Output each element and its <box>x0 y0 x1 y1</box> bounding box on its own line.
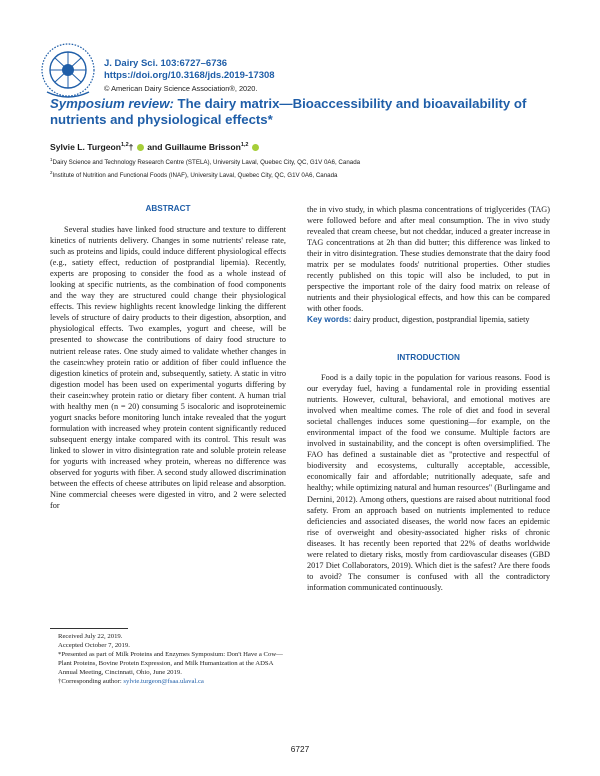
footnote-divider <box>50 628 128 629</box>
affiliation-2 <box>50 168 360 181</box>
journal-info <box>104 58 275 94</box>
article-title <box>50 96 570 128</box>
abstract-heading: ABSTRACT <box>145 204 191 213</box>
introduction-heading: INTRODUCTION <box>397 353 460 362</box>
affiliation-1-text: Dairy Science and Technology Research Centre (STELA), University Laval, Quebec City, QC, G1V 0A6, Canada <box>52 159 361 167</box>
accepted-date: Accepted October 7, 2019. <box>58 642 130 649</box>
introduction-paragraph-1: Food is a daily topic in the population for various reasons. Food is our everyday fuel, having a fundamental role in providing essential nutrients. However, cultural, behavioral, and emotional motives are involved when mealtime comes. The role of diet and food in several societal challenges induces some questioning—for example, on the environmental impact of the food we consume. Multiple factors are involved in sustainability, and the concept is often oversimplified. The FAO has defined a sustainable diet as "protective and respectful of biodiversity and ecosystems, culturally acceptable, accessible, economically fair and affordable; nutritionally adequate, safe and healthy; while optimizing natural and human resources" (Burlingame and Dernini, 2012). Among others, questions are raised about nutritional food safety. From an approach based on nutrients implemented to reduce deficiencies and associated diseases, the world now faces an epidemic rise of overweight and obesity-associated higher risks of chronic diseases. It has recently been reported that 22% of deaths worldwide were related to dietary risks, mostly from cardiovascular diseases (GBD 2017 Diet Collaborators, 2019). Which diet is the safest? Are there foods to avoid? The consumer is confused with all the contradictory information communicated continuously. <box>307 373 550 592</box>
abstract-column-2 <box>307 204 550 326</box>
authors-and: and <box>144 142 165 152</box>
author-2-name[interactable]: Guillaume Brisson <box>164 142 241 152</box>
doi-link[interactable]: https://doi.org/10.3168/jds.2019-17308 <box>104 70 275 81</box>
page-number: 6727 <box>290 744 310 754</box>
journal-citation: J. Dairy Sci. 103:6727–6736 <box>104 58 228 69</box>
introduction-column <box>307 372 550 593</box>
affiliation-1-num: 1 <box>50 157 53 162</box>
ads-journal-logo-icon <box>37 40 99 104</box>
author-list <box>50 142 260 152</box>
keywords <box>307 314 550 325</box>
author-1-name[interactable]: Sylvie L. Turgeon <box>50 142 121 152</box>
author-1-sup: 1,2 <box>121 142 129 149</box>
title-lead: Symposium review: <box>50 96 174 111</box>
abstract-column-1 <box>50 224 286 511</box>
affiliation-2-text: Institute of Nutrition and Functional Foods (INAF), University Laval, Quebec City, QC, G1V 0A6, Canada <box>52 171 338 179</box>
footnotes <box>50 632 290 686</box>
corresponding-author <box>50 677 290 686</box>
abstract-paragraph-2: the in vivo study, in which plasma concentrations of triglycerides (TAG) were followed before and after meal consumption. The in vivo study revealed that cream cheese, but not cheddar, induced a greater increase in TAG concentrations at 2h than did butter; this difference was linked to their in vitro disintegration. These studies demonstrate that the dairy food matrix per se modulates foods' nutritional properties. Other studies recently published on this topic will also be included, to put in perspective the important role of the dairy food matrix on release of nutrients and their physiological effects, and how this can be compared with other foods. <box>307 205 550 314</box>
orcid-icon[interactable] <box>252 144 259 151</box>
received-date: Received July 22, 2019. <box>58 633 123 640</box>
keywords-text: dairy product, digestion, postprandial lipemia, satiety <box>351 315 530 325</box>
corresponding-label: †Corresponding author: <box>58 678 124 685</box>
presentation-note: *Presented as part of Milk Proteins and Enzymes Symposium: Don't Have a Cow—Plant Proteins, Bovine Protein Expression, and Milk Humanization at the ADSA Annual Meeting, Cincinnati, Ohio, June 2019. <box>58 651 283 676</box>
abstract-paragraph-1: Several studies have linked food structure and texture to different kinetics of nutrients delivery. Changes in some nutrients' release rate, such as proteins and lipids, could induce different physiological effects (e.g., satiety effect, reduction of postprandial lipemia). Recently, experts are proposing to consider the food as a whole instead of looking at specific nutrients, as the combination of food components and the way they are structured could change their physiological effects. This review highlights recent knowledge linking the different levels of structure of dairy products to their digestion, absorption, and physiological effects. Two examples, yogurt and cheese, will be presented to showcase the contributions of dairy food structure to nutrient release rates. One study aimed to validate whether changes in the casein:whey protein ratio or addition of fiber could influence the digestion kinetics of protein and, subsequently, satiety. A static in vitro digestion model has been used on experimental yogurts differing by their casein:whey protein ratio or dietary fiber content. A human trial with healthy men (n = 20) consuming 5 isocaloric and isoproteinemic yogurt snacks before monitoring lunch intake revealed that the yogurt formulation with increased whey protein content significantly reduced subsequent energy intake compared with its control. This result was linked to slower in vitro disintegration rate and soluble protein release for yogurts with increased whey protein, whereas no difference was observed for yogurts with fiber. A second study allowed discrimination between the effects of cheese attributes on lipid release and absorption. Nine commercial cheeses were digested in vitro, and 2 were selected for <box>50 225 286 511</box>
affiliation-1 <box>50 155 360 168</box>
keywords-label: Key words: <box>307 315 352 325</box>
author-email-link[interactable]: sylvie.turgeon@fsaa.ulaval.ca <box>123 678 204 685</box>
copyright: © American Dairy Science Association®, 2020. <box>104 84 258 93</box>
affiliation-2-num: 2 <box>50 169 53 175</box>
title-rest: The dairy matrix—Bioaccessibility and bioavailability of nutrients and physiological effects* <box>50 96 527 127</box>
author-1-mark: † <box>128 142 134 152</box>
affiliations <box>50 155 360 181</box>
orcid-icon[interactable] <box>137 144 144 151</box>
author-2-sup: 1,2 <box>240 142 249 149</box>
